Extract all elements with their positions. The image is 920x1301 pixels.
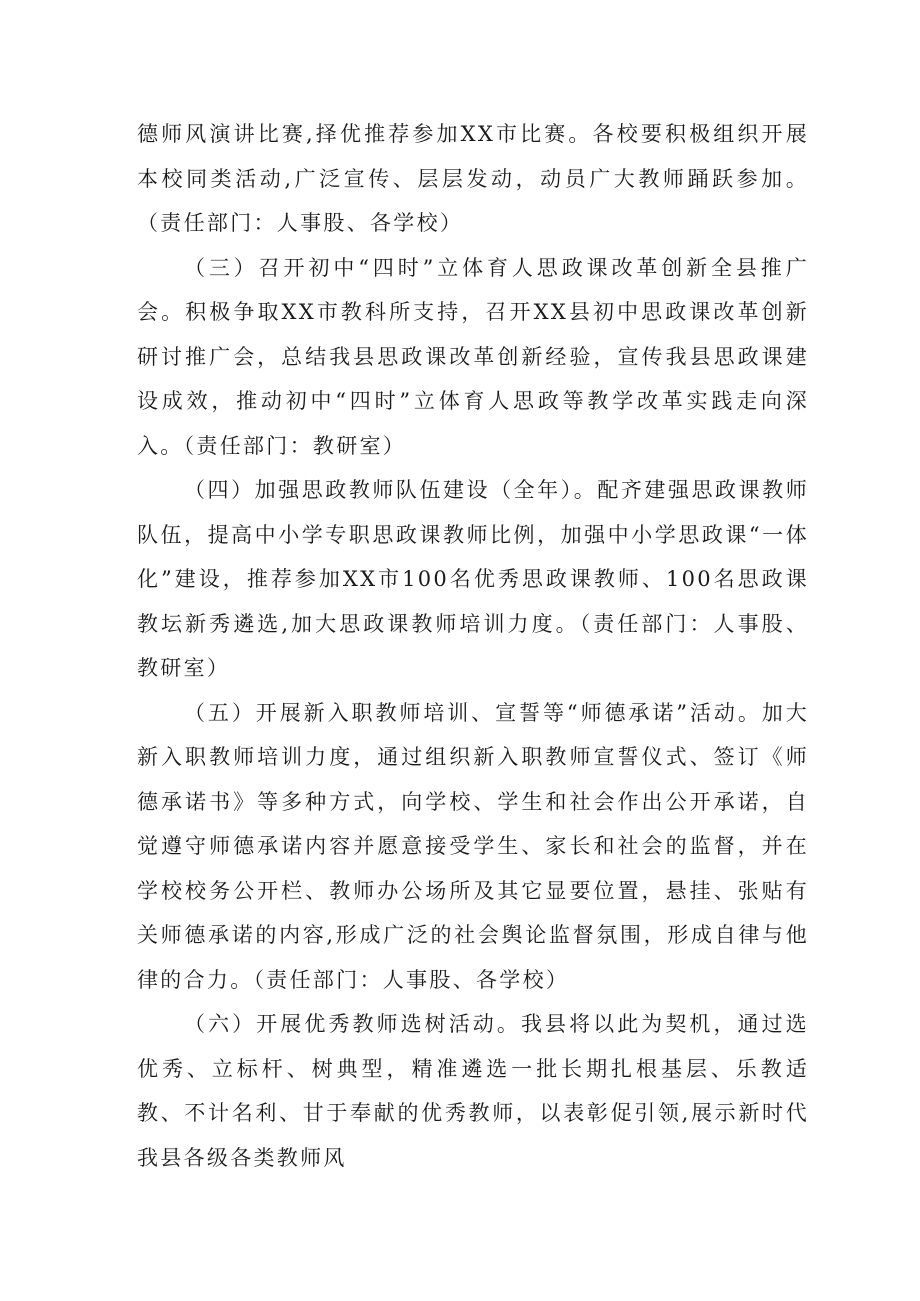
paragraph-section-5: （五）开展新入职教师培训、宣誓等“师德承诺”活动。加大新入职教师培训力度，通过组织新入职教师宣誓仪式、签订《师德承诺书》等多种方式，向学校、学生和社会作出公开承诺，自觉遵守师德承诺内容并愿意接受学生、家长和社会的监督，并在学校校务公开栏、教师办公场所及其它显要位置，悬挂、张贴有关师德承诺的内容,形成广泛的社会舆论监督氛围，形成自律与他律的合力。（责任部门：人事股、各学校） <box>137 700 809 992</box>
document-body <box>137 112 809 1180</box>
paragraph-section-3: （三）召开初中“四时”立体育人思政课改革创新全县推广会。积极争取XX市教科所支持，召开XX县初中思政课改革创新研讨推广会，总结我县思政课改革创新经验，宣传我县思政课建设成效，推动初中“四时”立体育人思政等教学改革实践走向深入。（责任部门：教研室） <box>137 255 809 458</box>
paragraph-section-4: （四）加强思政教师队伍建设（全年）。配齐建强思政课教师队伍，提高中小学专职思政课教师比例，加强中小学思政课“一体化”建设，推荐参加XX市100名优秀思政课教师、100名思政课教坛新秀遴选,加大思政课教师培训力度。（责任部门：人事股、教研室） <box>137 478 809 680</box>
paragraph-continuation: 德师风演讲比赛,择优推荐参加XX市比赛。各校要积极组织开展本校同类活动,广泛宣传、层层发动，动员广大教师踊跃参加。（责任部门：人事股、各学校） <box>137 122 809 235</box>
paragraph-section-6: （六）开展优秀教师选树活动。我县将以此为契机，通过选优秀、立标杆、树典型，精准遴选一批长期扎根基层、乐教适教、不计名利、甘于奉献的优秀教师，以表彰促引领,展示新时代我县各级各类教师风 <box>137 1012 809 1170</box>
